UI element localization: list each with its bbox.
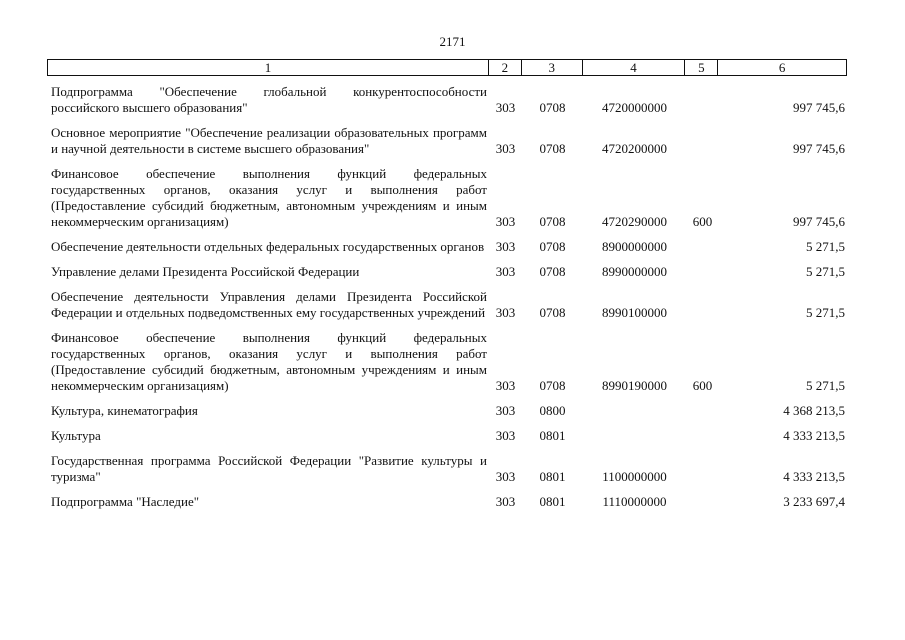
row-target-code: 8990000000 xyxy=(602,264,667,279)
row-ministry-code: 303 xyxy=(495,378,516,393)
row-ministry-code: 303 xyxy=(495,494,516,509)
table-row xyxy=(47,239,847,255)
row-ministry-code: 303 xyxy=(495,403,516,418)
row-ministry-code: 303 xyxy=(495,469,516,484)
row-amount: 4 333 213,5 xyxy=(783,428,845,443)
header-column-1: 1 xyxy=(48,60,489,75)
row-section-code: 0801 xyxy=(539,494,566,509)
table-header xyxy=(47,59,847,76)
page-number: 2171 xyxy=(439,34,466,49)
table-body xyxy=(47,84,847,519)
table-row xyxy=(47,264,847,280)
row-target-code: 4720200000 xyxy=(602,141,667,156)
row-section-code: 0708 xyxy=(539,264,566,279)
row-amount: 5 271,5 xyxy=(806,378,845,393)
row-item-name: Подпрограмма "Наследие" xyxy=(51,494,200,509)
row-ministry-code: 303 xyxy=(495,428,516,443)
table-row xyxy=(47,330,847,394)
row-ministry-code: 303 xyxy=(495,100,516,115)
row-target-code: 1100000000 xyxy=(602,469,667,484)
header-column-6: 6 xyxy=(778,60,786,75)
row-section-code: 0801 xyxy=(539,469,566,484)
row-target-code: 8990190000 xyxy=(602,378,667,393)
table-row xyxy=(47,166,847,230)
row-amount: 997 745,6 xyxy=(793,214,845,229)
row-target-code: 8990100000 xyxy=(602,305,667,320)
table-row xyxy=(47,84,847,116)
row-amount: 997 745,6 xyxy=(793,100,845,115)
header-column-4: 4 xyxy=(583,60,686,75)
row-item-name: Финансовое обеспечение выполнения функций федеральных государственных органов, оказания услуг и выполнения работ (Предоставление субсидий бюджетным, автономным учреждениям и иным некоммерческим организациям) xyxy=(51,330,487,393)
row-amount: 5 271,5 xyxy=(806,264,845,279)
table-row xyxy=(47,494,847,510)
row-expense-type: 600 xyxy=(692,214,713,229)
row-section-code: 0708 xyxy=(539,214,566,229)
header-column-2: 2 xyxy=(489,60,522,75)
row-item-name: Управление делами Президента Российской Федерации xyxy=(51,264,360,279)
row-amount: 4 368 213,5 xyxy=(783,403,845,418)
row-section-code: 0708 xyxy=(539,141,566,156)
row-section-code: 0708 xyxy=(539,239,566,254)
row-item-name: Финансовое обеспечение выполнения функций федеральных государственных органов, оказания услуг и выполнения работ (Предоставление субсидий бюджетным, автономным учреждениям и иным некоммерческим организациям) xyxy=(51,166,487,229)
row-expense-type: 600 xyxy=(692,378,713,393)
row-section-code: 0800 xyxy=(539,403,566,418)
row-amount: 3 233 697,4 xyxy=(783,494,845,509)
row-section-code: 0708 xyxy=(539,305,566,320)
row-item-name: Культура, кинематография xyxy=(51,403,198,418)
row-amount: 5 271,5 xyxy=(806,239,845,254)
row-target-code: 4720000000 xyxy=(602,100,667,115)
table-row xyxy=(47,403,847,419)
row-item-name: Обеспечение деятельности Управления делами Президента Российской Федерации и отдельных подведомственных ему государственных учреждений xyxy=(51,289,487,320)
table-row xyxy=(47,125,847,157)
row-item-name: Обеспечение деятельности отдельных федеральных государственных органов xyxy=(51,239,485,254)
row-item-name: Подпрограмма "Обеспечение глобальной конкурентоспособности российского высшего образования" xyxy=(51,84,487,115)
row-ministry-code: 303 xyxy=(495,239,516,254)
table-row xyxy=(47,289,847,321)
row-item-name: Основное мероприятие "Обеспечение реализации образовательных программ и научной деятельности в системе высшего образования" xyxy=(51,125,487,156)
row-section-code: 0801 xyxy=(539,428,566,443)
row-ministry-code: 303 xyxy=(495,214,516,229)
table-row xyxy=(47,453,847,485)
row-ministry-code: 303 xyxy=(495,305,516,320)
row-amount: 4 333 213,5 xyxy=(783,469,845,484)
row-amount: 5 271,5 xyxy=(806,305,845,320)
row-section-code: 0708 xyxy=(539,378,566,393)
row-target-code: 4720290000 xyxy=(602,214,667,229)
row-ministry-code: 303 xyxy=(495,141,516,156)
row-amount: 997 745,6 xyxy=(793,141,845,156)
row-section-code: 0708 xyxy=(539,100,566,115)
header-column-3: 3 xyxy=(522,60,583,75)
row-ministry-code: 303 xyxy=(495,264,516,279)
row-target-code: 8900000000 xyxy=(602,239,667,254)
header-column-5: 5 xyxy=(685,60,718,75)
row-target-code: 1110000000 xyxy=(602,494,667,509)
table-row xyxy=(47,428,847,444)
row-item-name: Культура xyxy=(51,428,101,443)
row-item-name: Государственная программа Российской Федерации "Развитие культуры и туризма" xyxy=(51,453,487,484)
